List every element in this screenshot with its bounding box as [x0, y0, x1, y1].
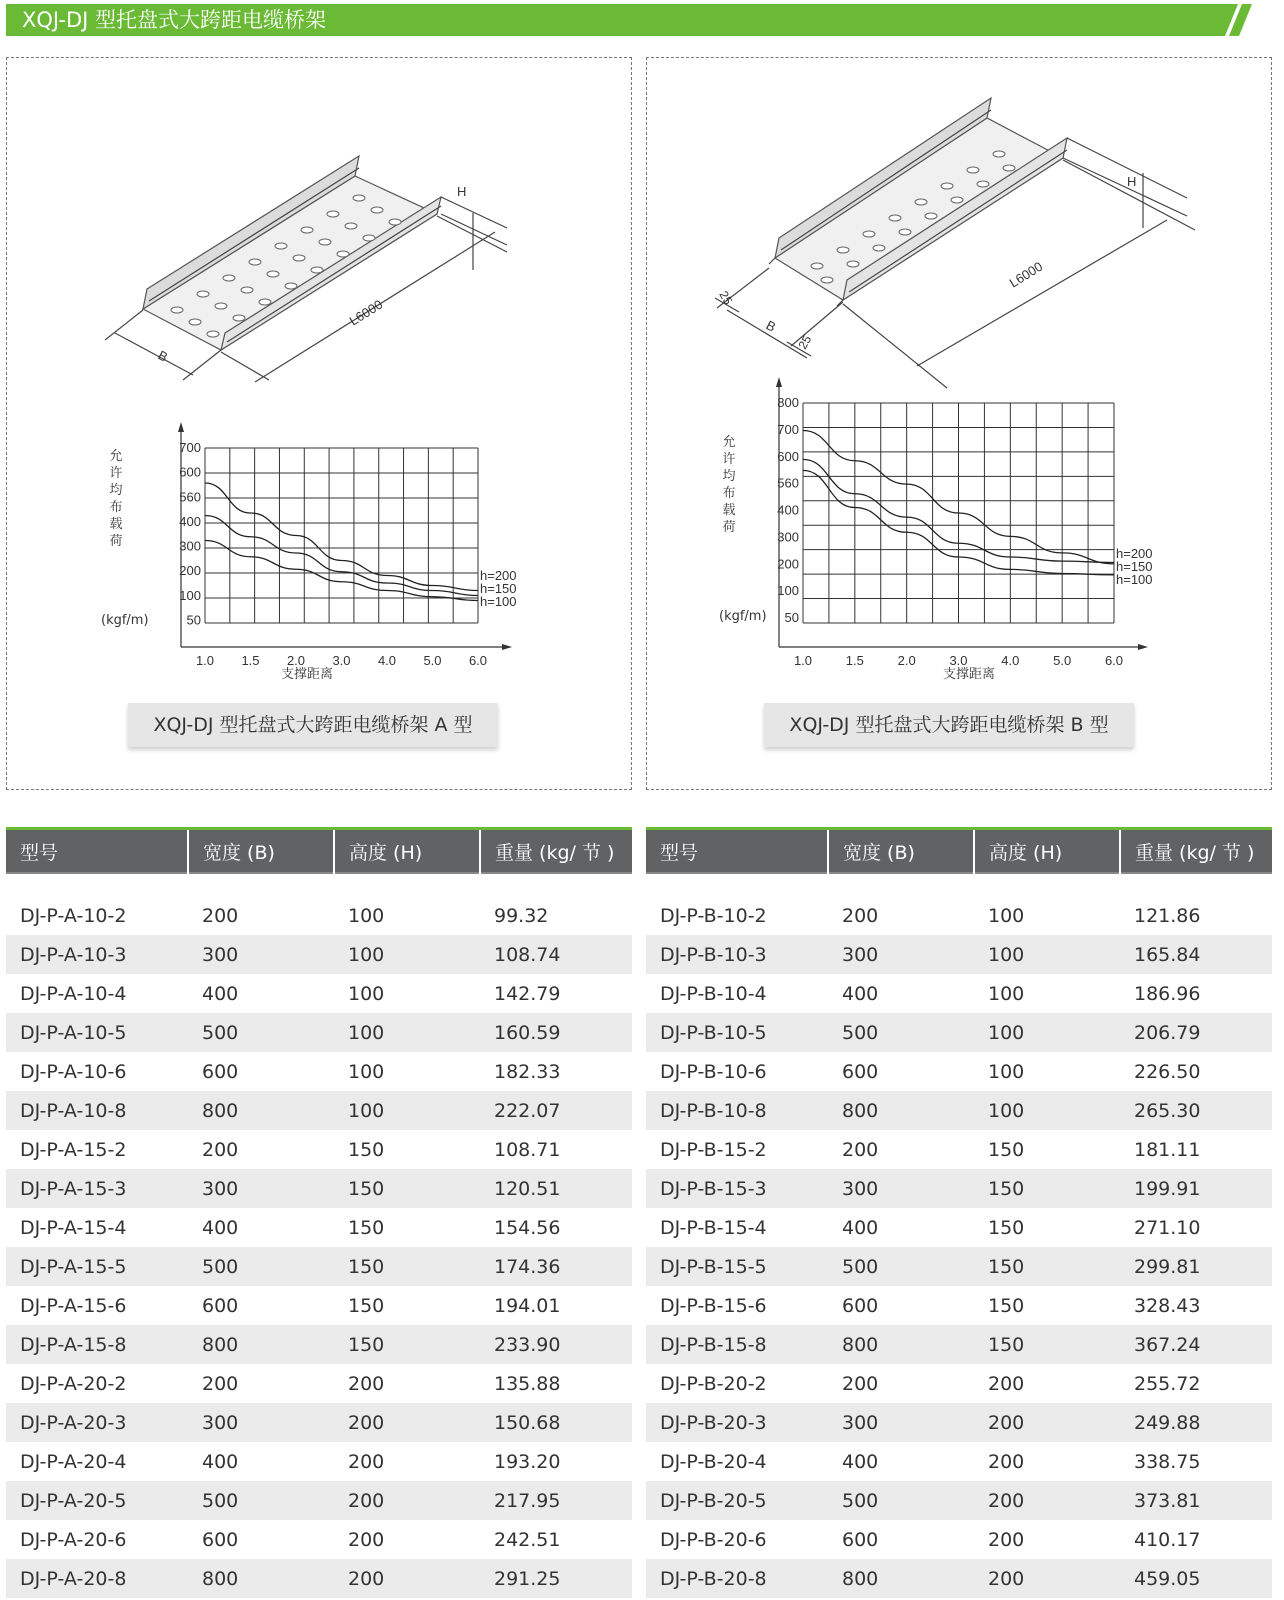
y-tick-label: 200	[179, 563, 201, 579]
y-tick-label: 560	[777, 475, 799, 491]
x-tick-label: 5.0	[1053, 653, 1072, 668]
cell-model: DJ-P-B-10-8	[646, 1091, 828, 1130]
cell-height: 100	[334, 935, 480, 974]
cell-width: 200	[188, 1130, 334, 1169]
cell-model: DJ-P-A-20-2	[6, 1364, 188, 1403]
page-title: XQJ-DJ 型托盘式大跨距电缆桥架	[22, 8, 326, 32]
cell-model: DJ-P-B-15-3	[646, 1169, 828, 1208]
y-tick-label: 300	[179, 538, 201, 554]
cell-model: DJ-P-B-20-3	[646, 1403, 828, 1442]
cell-width: 800	[828, 1325, 974, 1364]
col-header-weight: 重量 (kg/ 节 )	[480, 829, 632, 874]
cell-height: 100	[974, 1013, 1120, 1052]
cell-width: 500	[188, 1481, 334, 1520]
cell-weight: 338.75	[1120, 1442, 1272, 1481]
cell-model: DJ-P-A-15-6	[6, 1286, 188, 1325]
cell-height: 150	[334, 1325, 480, 1364]
cell-model: DJ-P-B-20-8	[646, 1559, 828, 1598]
x-axis-arrow	[502, 644, 512, 650]
cell-model: DJ-P-A-20-8	[6, 1559, 188, 1598]
cell-height: 150	[974, 1130, 1120, 1169]
caption-type-b: XQJ-DJ 型托盘式大跨距电缆桥架 B 型	[764, 703, 1134, 747]
cell-height: 150	[974, 1286, 1120, 1325]
cell-height: 100	[334, 1091, 480, 1130]
cell-model: DJ-P-B-15-4	[646, 1208, 828, 1247]
cell-height: 200	[334, 1442, 480, 1481]
table-row	[6, 935, 632, 974]
y-tick-label: 100	[179, 587, 201, 603]
cell-width: 500	[188, 1247, 334, 1286]
col-header-model: 型号	[646, 829, 828, 874]
cell-width: 500	[828, 1013, 974, 1052]
cell-weight: 120.51	[480, 1169, 632, 1208]
table-row	[6, 896, 632, 935]
cell-width: 300	[188, 935, 334, 974]
table-row	[6, 1442, 632, 1481]
table-row	[646, 1559, 1272, 1598]
cell-width: 600	[828, 1052, 974, 1091]
cell-model: DJ-P-B-20-4	[646, 1442, 828, 1481]
table-row	[646, 935, 1272, 974]
cell-width: 400	[828, 974, 974, 1013]
table-row	[646, 1208, 1272, 1247]
cell-model: DJ-P-A-10-8	[6, 1091, 188, 1130]
series-label: h=150	[1116, 559, 1153, 574]
chart-b-ylabel: 允许均布载荷	[722, 435, 736, 535]
cell-model: DJ-P-B-15-5	[646, 1247, 828, 1286]
cell-height: 150	[974, 1208, 1120, 1247]
dim-l-label: L6000	[346, 296, 386, 329]
cell-model: DJ-P-B-10-2	[646, 896, 828, 935]
cell-height: 200	[334, 1403, 480, 1442]
cell-model: DJ-P-A-10-4	[6, 974, 188, 1013]
cell-weight: 249.88	[1120, 1403, 1272, 1442]
dim-h-label-b: H	[1127, 174, 1137, 189]
cell-width: 500	[188, 1013, 334, 1052]
cell-height: 100	[334, 974, 480, 1013]
x-tick-label: 3.0	[949, 653, 968, 668]
cell-height: 200	[974, 1364, 1120, 1403]
cell-weight: 160.59	[480, 1013, 632, 1052]
cell-weight: 373.81	[1120, 1481, 1272, 1520]
cell-height: 150	[974, 1169, 1120, 1208]
cell-width: 400	[188, 1208, 334, 1247]
cell-weight: 193.20	[480, 1442, 632, 1481]
cell-width: 200	[828, 1364, 974, 1403]
caption-type-a: XQJ-DJ 型托盘式大跨距电缆桥架 A 型	[128, 703, 498, 747]
table-row	[646, 1052, 1272, 1091]
col-header-width: 宽度 (B)	[828, 829, 974, 874]
cell-width: 600	[828, 1286, 974, 1325]
cell-weight: 217.95	[480, 1481, 632, 1520]
cell-height: 150	[974, 1247, 1120, 1286]
dim-l-label-b: L6000	[1006, 258, 1046, 291]
series-label: h=200	[1116, 546, 1153, 561]
cell-width: 800	[828, 1559, 974, 1598]
cell-weight: 299.81	[1120, 1247, 1272, 1286]
table-row	[6, 1520, 632, 1559]
cell-weight: 328.43	[1120, 1286, 1272, 1325]
y-tick-label: 560	[179, 489, 201, 505]
table-row	[646, 1169, 1272, 1208]
col-header-height: 高度 (H)	[334, 829, 480, 874]
cell-weight: 174.36	[480, 1247, 632, 1286]
y-tick-label: 300	[777, 529, 799, 545]
y-tick-label: 100	[777, 583, 799, 599]
cell-width: 300	[188, 1403, 334, 1442]
table-row	[6, 1130, 632, 1169]
table-row	[646, 1286, 1272, 1325]
cell-height: 200	[974, 1481, 1120, 1520]
cell-model: DJ-P-B-20-2	[646, 1364, 828, 1403]
cell-width: 800	[188, 1559, 334, 1598]
y-axis-arrow	[178, 422, 184, 432]
chart-a-xlabel: 支撑距离	[281, 667, 334, 682]
cell-height: 100	[974, 974, 1120, 1013]
col-header-height: 高度 (H)	[974, 829, 1120, 874]
table-row	[6, 1364, 632, 1403]
table-row	[6, 1091, 632, 1130]
cell-weight: 182.33	[480, 1052, 632, 1091]
cell-model: DJ-P-A-20-4	[6, 1442, 188, 1481]
cell-model: DJ-P-B-10-4	[646, 974, 828, 1013]
cell-height: 200	[974, 1403, 1120, 1442]
series-line	[205, 516, 478, 596]
dim-b-label-b: B	[763, 317, 779, 335]
cell-model: DJ-P-A-15-8	[6, 1325, 188, 1364]
cell-model: DJ-P-A-15-5	[6, 1247, 188, 1286]
table-row	[6, 1403, 632, 1442]
cell-width: 300	[828, 1169, 974, 1208]
x-tick-label: 3.0	[332, 653, 351, 668]
cell-weight: 186.96	[1120, 974, 1272, 1013]
col-header-width: 宽度 (B)	[188, 829, 334, 874]
table-row	[646, 974, 1272, 1013]
cell-weight: 108.71	[480, 1130, 632, 1169]
cell-weight: 99.32	[480, 896, 632, 935]
y-tick-label: 600	[777, 448, 799, 464]
col-header-weight: 重量 (kg/ 节 )	[1120, 829, 1272, 874]
cell-model: DJ-P-A-20-6	[6, 1520, 188, 1559]
cell-height: 200	[974, 1520, 1120, 1559]
cell-height: 150	[334, 1247, 480, 1286]
cell-model: DJ-P-A-10-2	[6, 896, 188, 935]
cell-width: 800	[828, 1091, 974, 1130]
cell-width: 300	[828, 1403, 974, 1442]
cell-model: DJ-P-B-20-6	[646, 1520, 828, 1559]
dim-25-bottom: 25	[795, 332, 815, 352]
cell-weight: 206.79	[1120, 1013, 1272, 1052]
cell-width: 400	[188, 1442, 334, 1481]
cell-width: 600	[828, 1520, 974, 1559]
table-row	[646, 1520, 1272, 1559]
cell-width: 200	[188, 896, 334, 935]
dim-h-label: H	[457, 184, 467, 199]
cell-width: 200	[828, 1130, 974, 1169]
chart-a-ylabel: 允许均布载荷	[109, 449, 123, 549]
cell-model: DJ-P-B-10-6	[646, 1052, 828, 1091]
y-tick-label: 800	[777, 395, 799, 410]
y-tick-label: 400	[777, 502, 799, 518]
x-tick-label: 6.0	[468, 653, 488, 668]
chart-a-yunit: (kgf/m)	[101, 613, 149, 628]
cell-height: 100	[974, 1052, 1120, 1091]
cell-width: 500	[828, 1481, 974, 1520]
cell-height: 150	[334, 1208, 480, 1247]
table-row	[646, 1091, 1272, 1130]
panel-type-a	[6, 57, 632, 790]
cell-weight: 226.50	[1120, 1052, 1272, 1091]
table-row	[646, 1325, 1272, 1364]
table-row	[646, 1247, 1272, 1286]
cell-weight: 291.25	[480, 1559, 632, 1598]
cell-height: 200	[334, 1559, 480, 1598]
cell-height: 200	[334, 1481, 480, 1520]
cell-weight: 410.17	[1120, 1520, 1272, 1559]
series-label: h=100	[1116, 572, 1153, 587]
cell-model: DJ-P-B-20-5	[646, 1481, 828, 1520]
cell-weight: 242.51	[480, 1520, 632, 1559]
table-row	[6, 1169, 632, 1208]
y-tick-label: 50	[186, 612, 201, 628]
col-header-model: 型号	[6, 829, 188, 874]
cell-model: DJ-P-A-15-3	[6, 1169, 188, 1208]
cell-weight: 142.79	[480, 974, 632, 1013]
table-divider	[646, 873, 1272, 896]
cell-height: 150	[334, 1130, 480, 1169]
x-tick-label: 2.0	[286, 653, 306, 668]
cell-model: DJ-P-A-15-2	[6, 1130, 188, 1169]
y-tick-label: 700	[179, 440, 201, 455]
cell-height: 200	[334, 1520, 480, 1559]
y-tick-label: 700	[777, 421, 799, 437]
cell-weight: 222.07	[480, 1091, 632, 1130]
cell-weight: 459.05	[1120, 1559, 1272, 1598]
cell-model: DJ-P-B-15-8	[646, 1325, 828, 1364]
table-row	[646, 1403, 1272, 1442]
cell-height: 200	[974, 1559, 1120, 1598]
table-divider	[6, 873, 632, 896]
y-tick-label: 600	[179, 464, 201, 480]
table-row	[6, 1559, 632, 1598]
x-tick-label: 4.0	[377, 653, 397, 668]
cell-width: 800	[188, 1325, 334, 1364]
table-row	[646, 1442, 1272, 1481]
table-row	[6, 1325, 632, 1364]
table-row	[6, 1286, 632, 1325]
y-tick-label: 50	[784, 610, 799, 626]
cell-height: 100	[974, 896, 1120, 935]
y-tick-label: 200	[777, 556, 799, 572]
spec-table-b	[646, 827, 1272, 1598]
cell-model: DJ-P-B-15-2	[646, 1130, 828, 1169]
cell-weight: 367.24	[1120, 1325, 1272, 1364]
cell-model: DJ-P-B-10-5	[646, 1013, 828, 1052]
cell-model: DJ-P-A-20-5	[6, 1481, 188, 1520]
table-row	[6, 1052, 632, 1091]
cell-weight: 165.84	[1120, 935, 1272, 974]
cell-height: 150	[974, 1325, 1120, 1364]
table-row	[646, 1481, 1272, 1520]
x-tick-label: 1.5	[845, 653, 864, 668]
table-row	[6, 1208, 632, 1247]
cell-width: 200	[188, 1364, 334, 1403]
cell-width: 300	[828, 935, 974, 974]
cell-height: 200	[334, 1364, 480, 1403]
x-tick-label: 4.0	[1001, 653, 1020, 668]
cell-width: 400	[828, 1442, 974, 1481]
series-line	[205, 541, 478, 601]
cell-width: 800	[188, 1091, 334, 1130]
cell-weight: 194.01	[480, 1286, 632, 1325]
dim-b-label: B	[155, 347, 171, 365]
cell-weight: 108.74	[480, 935, 632, 974]
chart-b-yunit: (kgf/m)	[719, 609, 767, 624]
cell-weight: 121.86	[1120, 896, 1272, 935]
cell-height: 150	[334, 1286, 480, 1325]
cell-height: 100	[334, 1013, 480, 1052]
series-label: h=150	[480, 581, 517, 596]
cell-height: 200	[974, 1442, 1120, 1481]
series-label: h=100	[480, 594, 517, 609]
cell-weight: 135.88	[480, 1364, 632, 1403]
cell-weight: 181.11	[1120, 1130, 1272, 1169]
x-tick-label: 1.5	[241, 653, 260, 668]
cell-width: 500	[828, 1247, 974, 1286]
cell-weight: 154.56	[480, 1208, 632, 1247]
cell-model: DJ-P-B-15-6	[646, 1286, 828, 1325]
x-tick-label: 1.0	[195, 653, 215, 668]
cell-weight: 150.68	[480, 1403, 632, 1442]
spec-table-a	[6, 827, 632, 1598]
cell-height: 100	[974, 935, 1120, 974]
x-tick-label: 2.0	[897, 653, 916, 668]
cell-model: DJ-P-B-10-3	[646, 935, 828, 974]
table-row	[6, 1481, 632, 1520]
chart-b-xlabel: 支撑距离	[943, 667, 996, 682]
cell-width: 600	[188, 1286, 334, 1325]
cell-model: DJ-P-A-10-6	[6, 1052, 188, 1091]
cell-weight: 255.72	[1120, 1364, 1272, 1403]
x-tick-label: 6.0	[1104, 653, 1124, 668]
y-axis-arrow	[776, 377, 782, 387]
cell-model: DJ-P-A-10-3	[6, 935, 188, 974]
y-tick-label: 400	[179, 513, 201, 529]
cell-width: 600	[188, 1052, 334, 1091]
dim-25-top: 25	[716, 288, 736, 308]
cell-width: 600	[188, 1520, 334, 1559]
series-label: h=200	[480, 568, 517, 583]
table-row	[646, 896, 1272, 935]
cell-weight: 199.91	[1120, 1169, 1272, 1208]
cell-height: 100	[974, 1091, 1120, 1130]
cell-model: DJ-P-A-15-4	[6, 1208, 188, 1247]
x-axis-arrow	[1138, 644, 1148, 650]
cell-weight: 265.30	[1120, 1091, 1272, 1130]
cell-weight: 271.10	[1120, 1208, 1272, 1247]
title-bar	[6, 4, 1252, 36]
cell-weight: 233.90	[480, 1325, 632, 1364]
cell-width: 200	[828, 896, 974, 935]
cell-model: DJ-P-A-10-5	[6, 1013, 188, 1052]
table-row	[6, 1247, 632, 1286]
x-tick-label: 5.0	[423, 653, 442, 668]
cell-width: 400	[188, 974, 334, 1013]
cell-height: 100	[334, 1052, 480, 1091]
x-tick-label: 1.0	[793, 653, 813, 668]
table-row	[646, 1130, 1272, 1169]
table-row	[646, 1013, 1272, 1052]
cell-model: DJ-P-A-20-3	[6, 1403, 188, 1442]
table-row	[6, 1013, 632, 1052]
table-row	[6, 974, 632, 1013]
table-row	[646, 1364, 1272, 1403]
cell-width: 400	[828, 1208, 974, 1247]
cell-height: 100	[334, 896, 480, 935]
cell-width: 300	[188, 1169, 334, 1208]
cell-height: 150	[334, 1169, 480, 1208]
panel-type-b	[646, 57, 1272, 790]
